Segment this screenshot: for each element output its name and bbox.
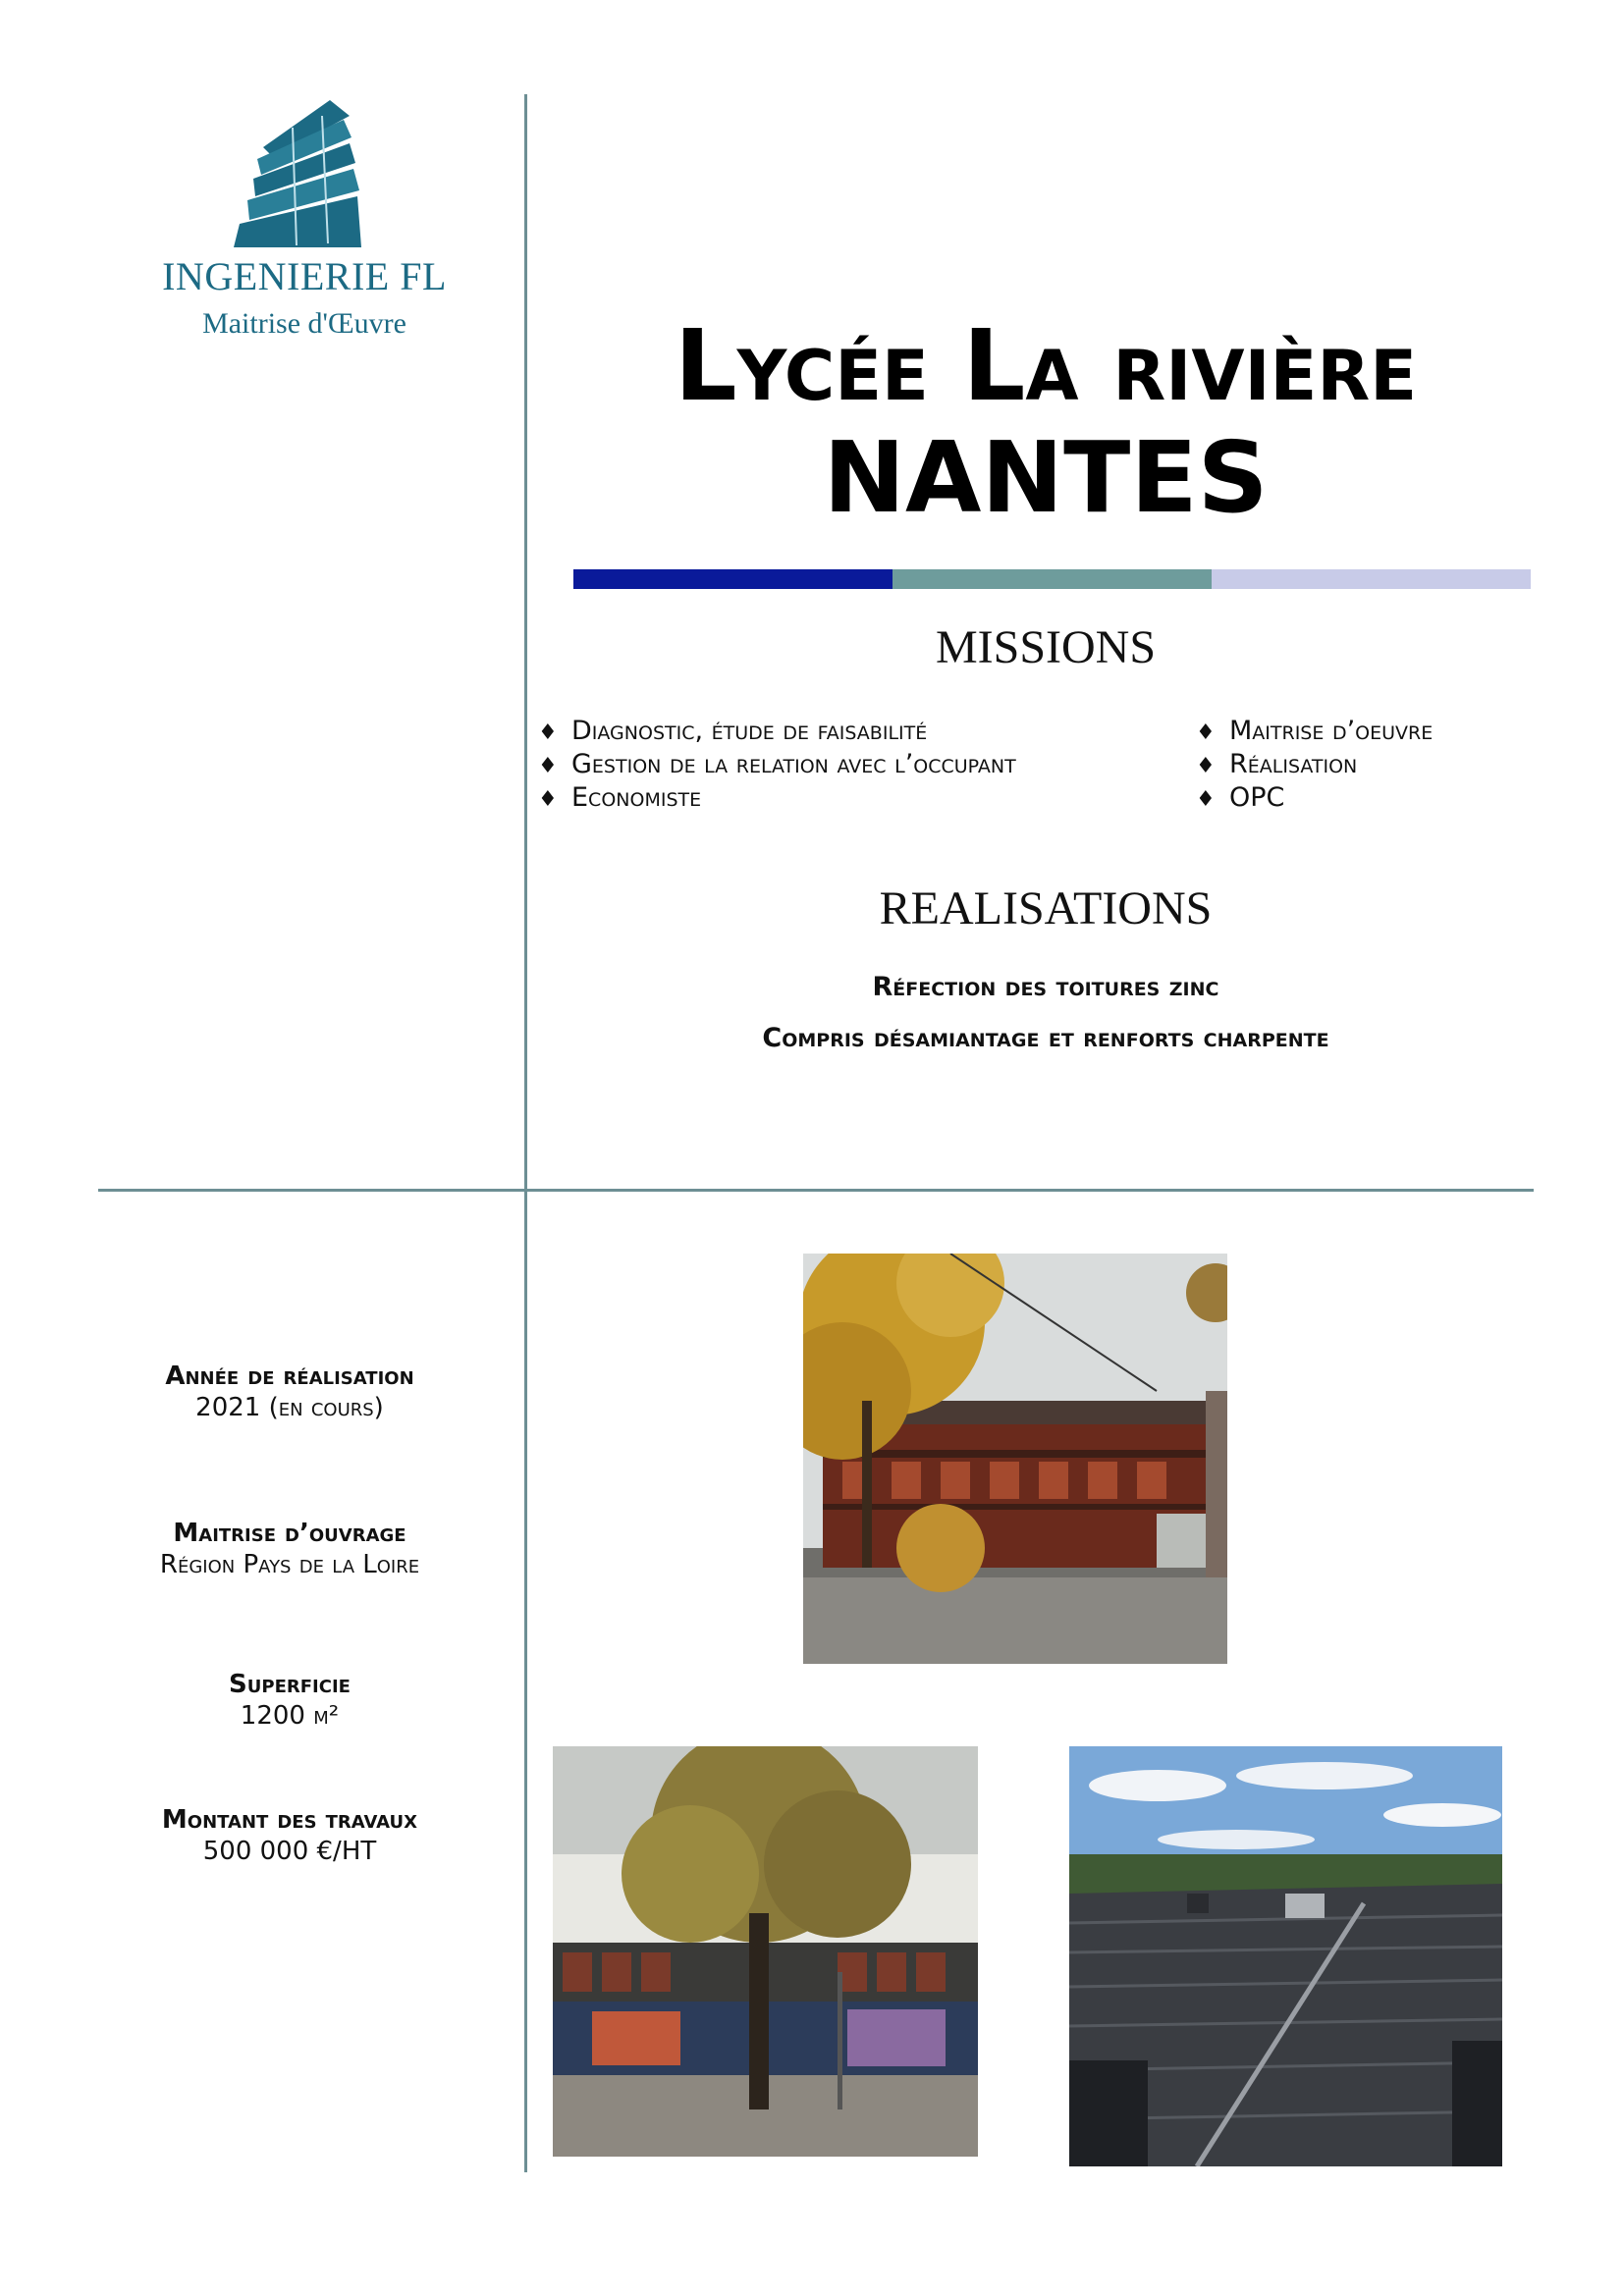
info-area <box>98 1669 481 1732</box>
diamond-bullet-icon: ♦ <box>1196 754 1216 778</box>
color-bar-segment <box>893 569 1212 589</box>
photo-zinc-roof <box>1069 1746 1502 2166</box>
photo-building-facade <box>803 1254 1227 1664</box>
missions-list-left <box>538 715 1016 815</box>
info-budget <box>98 1804 481 1867</box>
diamond-bullet-icon: ♦ <box>1196 721 1216 745</box>
info-year <box>98 1361 481 1423</box>
diamond-bullet-icon: ♦ <box>538 754 558 778</box>
info-label: Maitrise d’ouvrage <box>173 1519 406 1548</box>
diamond-bullet-icon: ♦ <box>1196 787 1216 812</box>
info-value: Région Pays de la Loire <box>159 1550 420 1579</box>
info-value: 2021 (en cours) <box>195 1393 384 1422</box>
page-subtitle: NANTES <box>823 420 1269 535</box>
list-item: ♦ Réalisation <box>1196 748 1433 781</box>
list-item: ♦ Gestion de la relation avec l’occupant <box>538 748 1016 781</box>
color-bar-segment <box>1212 569 1531 589</box>
diamond-bullet-icon: ♦ <box>538 787 558 812</box>
realisation-detail: Compris désamiantage et renforts charpente <box>762 1023 1329 1053</box>
missions-list-right <box>1196 715 1433 815</box>
vertical-divider <box>524 94 527 2172</box>
info-label: Montant des travaux <box>161 1805 418 1835</box>
page-title: Lycée La rivière <box>674 308 1418 423</box>
realisations-heading: REALISATIONS <box>879 882 1213 934</box>
company-tagline: Maitrise d'Œuvre <box>202 307 406 340</box>
list-item: ♦ Diagnostic, étude de faisabilité <box>538 715 1016 748</box>
list-item: ♦ Economiste <box>538 781 1016 815</box>
info-label: Superficie <box>229 1670 351 1699</box>
realisation-description: Réfection des toitures zinc <box>872 972 1219 1002</box>
photo-courtyard-tree <box>553 1746 978 2157</box>
list-item: ♦ Maitrise d’oeuvre <box>1196 715 1433 748</box>
list-item: ♦ OPC <box>1196 781 1433 815</box>
info-value: 500 000 €/HT <box>202 1837 377 1866</box>
building-logo-icon <box>234 98 361 247</box>
info-client <box>98 1518 481 1580</box>
info-label: Année de réalisation <box>165 1362 414 1391</box>
diamond-bullet-icon: ♦ <box>538 721 558 745</box>
horizontal-divider <box>98 1189 1534 1192</box>
color-bar-segment <box>573 569 893 589</box>
company-name: INGENIERIE FL <box>162 254 447 298</box>
missions-heading: MISSIONS <box>935 621 1157 673</box>
info-value: 1200 m² <box>240 1701 340 1731</box>
